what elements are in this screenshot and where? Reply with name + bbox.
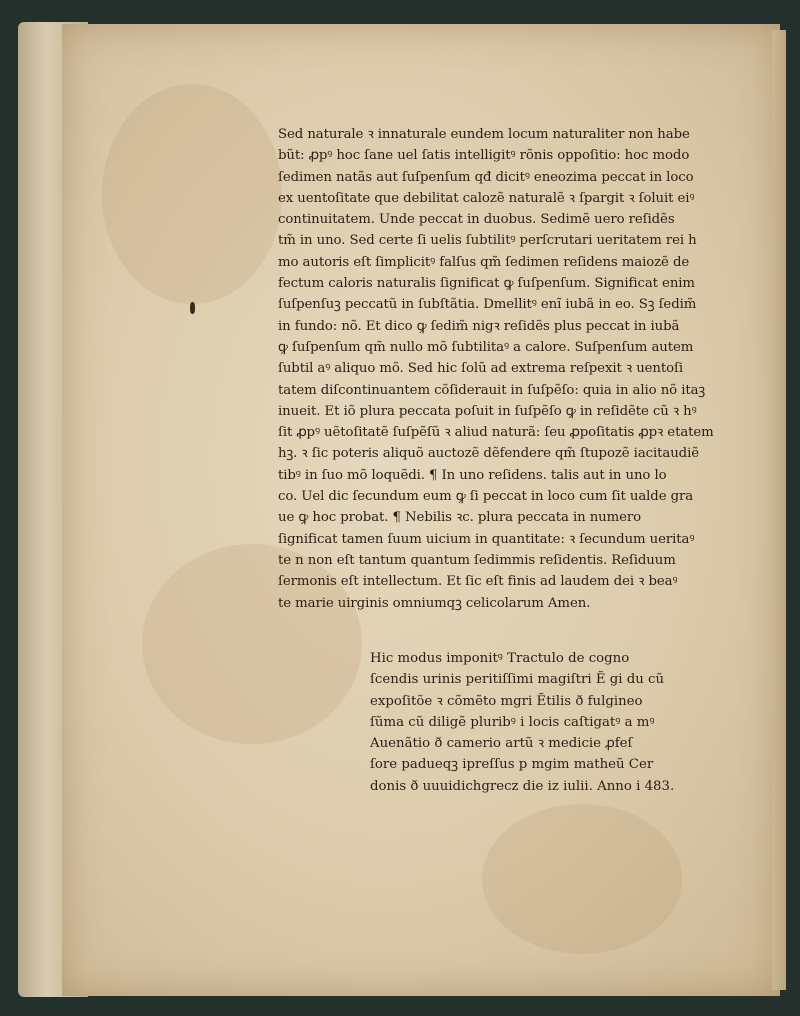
text-line: ꝙ ſuſpenſum qm̃ nullo mõ ſubtilitaꝰ a calore. Suſpenſum autem	[278, 339, 694, 355]
text-line: tatem diſcontinuantem cõſiderauit in ſuſpẽſo: quia in alio nõ itaꝫ	[278, 382, 706, 398]
ink-speck	[190, 302, 195, 314]
text-line: ſignificat tamen ſuum uicium in quantitate: ꝛ ſecundum ueritaꝰ	[278, 531, 695, 547]
text-line: ue ꝙ hoc probat. ¶ Nebilis ꝛc. plura peccata in numero	[278, 510, 642, 526]
colophon-line: ſcendis urinis peritiſſimi magiſtri Ẽ gi du cũ	[370, 672, 665, 688]
text-line: bũt: ꝓpꝰ hoc ſane uel ſatis intelligitꝰ rõnis oppoſitio: hoc modo	[278, 148, 690, 164]
text-line: tibꝰ in ſuo mõ loquẽdi. ¶ In uno reſidens. talis aut in uno lo	[278, 467, 667, 483]
text-line: in fundo: nõ. Et dico ꝙ ſedim̃ nigꝛ reſidẽs plus peccat in iubã	[278, 318, 680, 334]
text-line: continuitatem. Unde peccat in duobus. Sedimẽ uero reſidẽs	[278, 212, 675, 228]
colophon-block	[370, 648, 730, 797]
colophon-line: donis ð uuuidichgrecz die iz iulii. Anno i 483.	[370, 778, 675, 794]
text-line: te n non eſt tantum quantum ſedimmis reſidentis. Reſiduum	[278, 552, 676, 568]
text-line: Sed naturale ꝛ innaturale eundem locum naturaliter non habe	[278, 127, 690, 142]
text-line: inueit. Et iõ plura peccata poſuit in ſuſpẽſo ꝙ in reſidẽte cũ ꝛ hꝰ	[278, 403, 697, 419]
colophon-line: ſũma cũ diligẽ pluribꝰ i locis caſtigatꝰ a mꝰ	[370, 714, 655, 730]
colophon-line: ſore padueqꝫ ipreſſus p mgim matheũ Cer	[370, 757, 654, 773]
text-line: ſedimen natãs aut ſuſpenſum qđ dicitꝰ eneozima peccat in loco	[278, 169, 694, 185]
text-line: co. Uel dic ſecundum eum ꝙ ſi peccat in loco cum ſit ualde gra	[278, 489, 694, 505]
text-line: mo autoris eſt ſimplicitꝰ falſus qm̃ ſedimen reſidens maiozẽ de	[278, 254, 690, 270]
text-line: te marie uirginis omniumqꝫ celicolarum Amen.	[278, 595, 591, 611]
colophon-line: Auenãtio ð camerio artũ ꝛ medicie ꝓfeſ	[370, 736, 633, 752]
text-line: fectum caloris naturalis ſignificat ꝙ ſuſpenſum. Significat enim	[278, 276, 695, 292]
paper-stain	[102, 84, 282, 304]
colophon-line: Hic modus imponitꝰ Tractulo de cogno	[370, 651, 630, 666]
text-line: ſubtil aꝰ aliquo mõ. Sed hic ſolũ ad extrema reſpexit ꝛ uentoſi	[278, 361, 684, 377]
text-line: ex uentoſitate que debilitat calozẽ naturalẽ ꝛ ſpargit ꝛ ſoluit eiꝰ	[278, 190, 695, 206]
text-line: ſermonis eſt intellectum. Et ſic eſt finis ad laudem dei ꝛ beaꝰ	[278, 574, 678, 590]
colophon-line: expoſitõe ꝛ cõmẽto mgri Ẽtilis ð fulgineo	[370, 693, 643, 709]
page-right-edge	[772, 30, 786, 990]
text-line: ſit ꝓpꝰ uẽtoſitatẽ ſuſpẽſũ ꝛ aliud naturã: ſeu ꝓpoſitatis ꝓpꝛ etatem	[278, 425, 714, 441]
text-line: tm̃ in uno. Sed certe ſi uelis ſubtilitꝰ perſcrutari ueritatem rei h	[278, 233, 697, 249]
text-line: hꝫ. ꝛ ſic poteris aliquõ auctozẽ dẽfendere qm̃ ſtupozẽ iacitaudiẽ	[278, 446, 700, 462]
text-line: ſuſpenſuꝫ peccatũ in ſubſtãtia. Dmellitꝰ enĩ iubã in eo. Sꝫ ſedim̃	[278, 297, 697, 313]
paper-stain	[482, 804, 682, 954]
main-text-block	[278, 124, 718, 614]
